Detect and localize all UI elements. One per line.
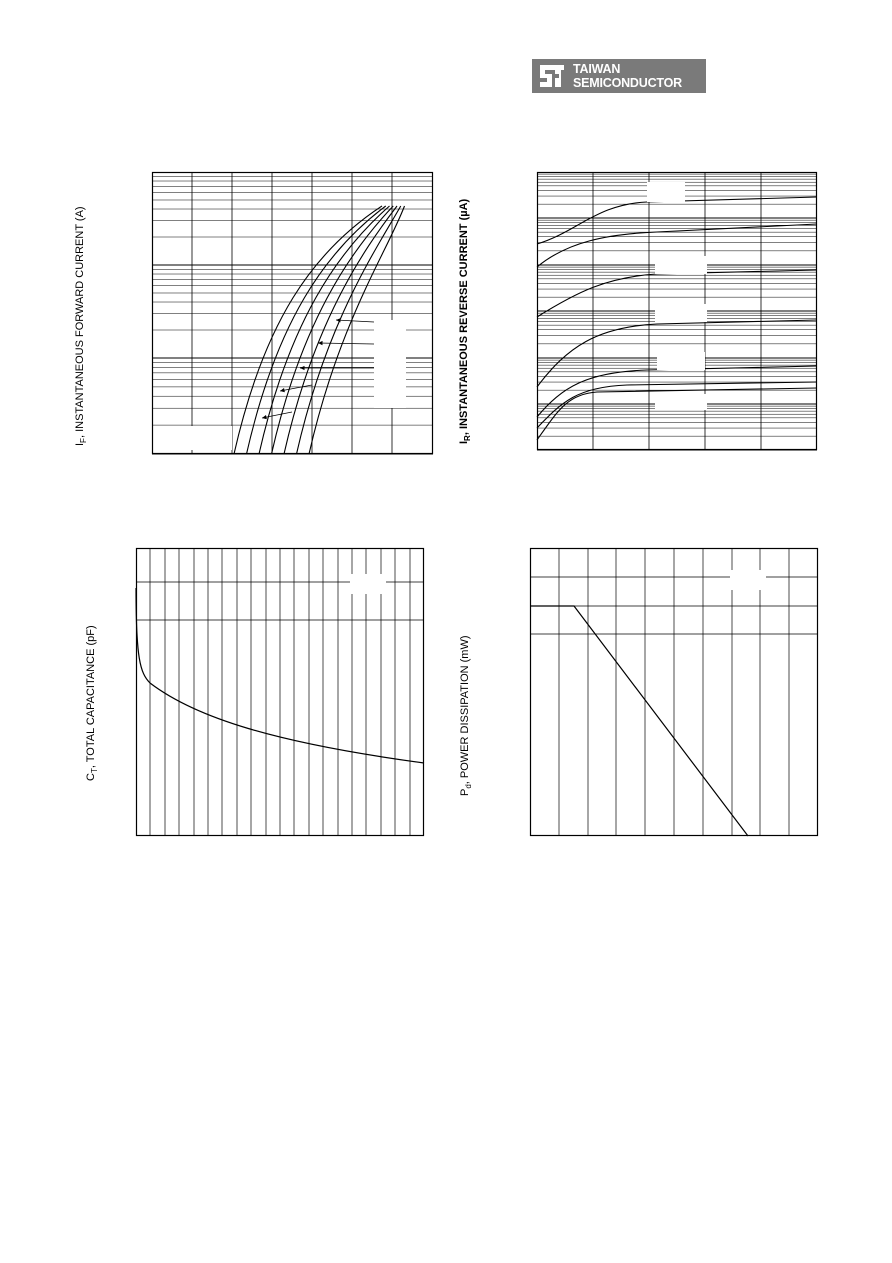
company-logo-mark-icon: [535, 61, 568, 91]
chart3-ylabel: $C_T$, TOTAL CAPACITANCE (pF): [85, 625, 100, 781]
chart2-label-box-3: [655, 304, 707, 322]
forward-current-chart: [152, 172, 433, 454]
chart1-arrow-1-head: [336, 318, 341, 322]
reverse-current-chart: [537, 172, 817, 450]
chart1-arrow-1: [336, 320, 374, 322]
chart1-ylabel: $I_F$, INSTANTANEOUS FORWARD CURRENT (A): [74, 206, 89, 446]
logo-text-line2: SEMICONDUCTOR: [573, 76, 682, 90]
chart2-ylabel: $I_R$, INSTANTANEOUS REVERSE CURRENT (µA): [458, 198, 473, 444]
chart4-ylabel: $P_d$, POWER DISSIPATION (mW): [459, 635, 474, 796]
chart1-label-box: [374, 320, 406, 408]
company-logo: [532, 59, 706, 93]
chart2-label-box-4: [657, 352, 705, 370]
chart1-corner-box: [182, 426, 232, 450]
chart1-arrow-2: [318, 343, 374, 344]
chart1-arrow-4-head: [280, 388, 285, 392]
chart1-arrow-5-head: [262, 415, 267, 419]
chart4-curve-1: [530, 606, 748, 836]
chart4-label-box: [730, 570, 766, 590]
chart1-arrow-3-head: [300, 366, 305, 370]
chart1-arrow-5: [262, 412, 292, 418]
chart1-arrow-4: [280, 385, 312, 391]
power-dissipation-chart: [530, 548, 818, 836]
chart2-label-box-1: [647, 182, 685, 202]
logo-text-line1: TAIWAN: [573, 62, 621, 76]
chart3-label-box: [350, 574, 386, 594]
capacitance-chart: [136, 548, 424, 836]
chart2-label-box-2: [655, 256, 707, 274]
chart2-label-box-5: [655, 394, 707, 410]
